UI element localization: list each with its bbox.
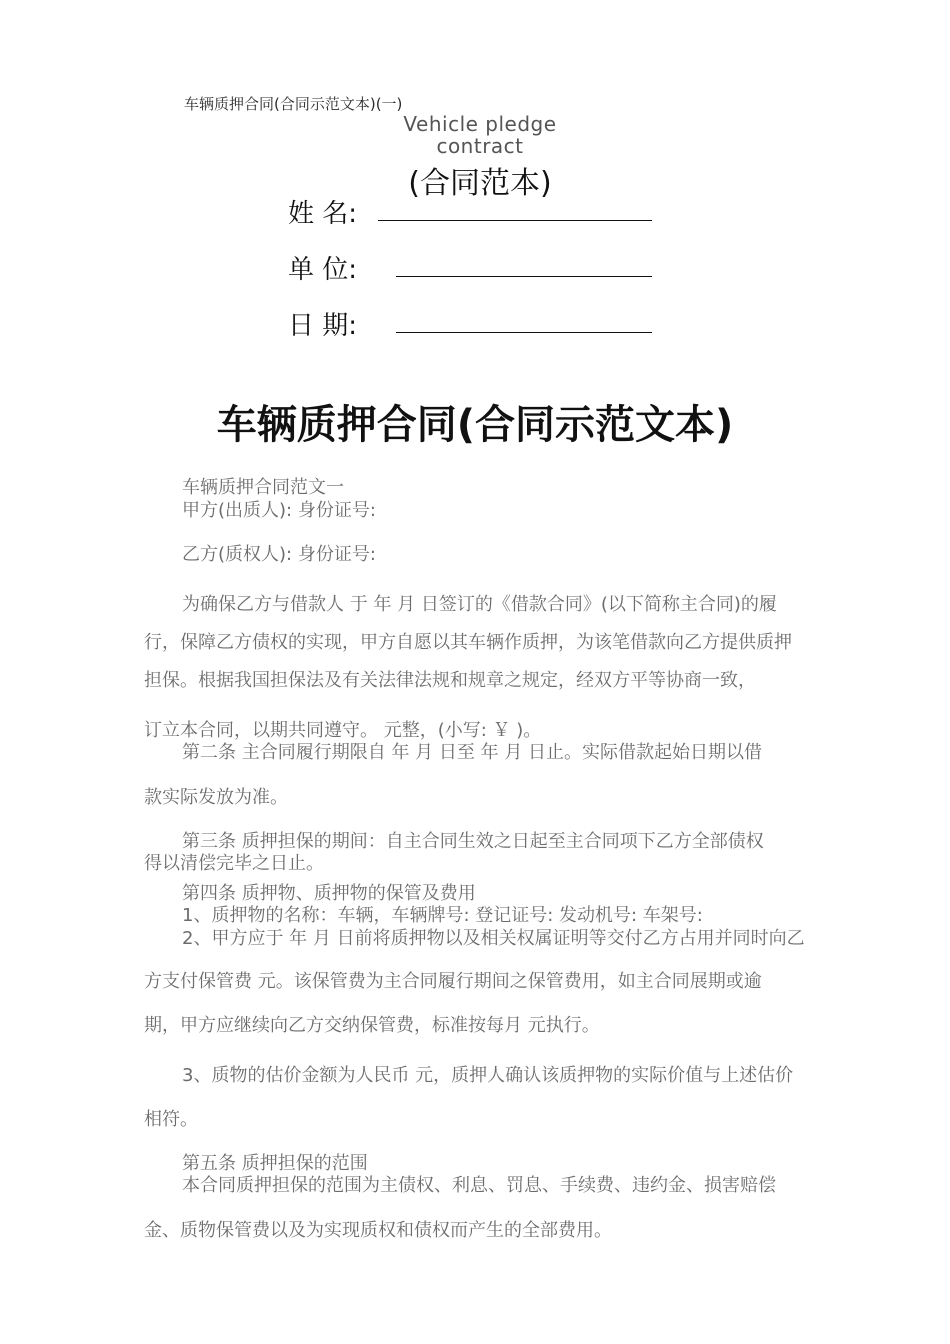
name-field-line[interactable] bbox=[378, 220, 652, 221]
body-line: 得以清偿完毕之日止。 bbox=[144, 853, 324, 874]
main-title: 车辆质押合同(合同示范文本) bbox=[216, 402, 734, 448]
body-line: 第五条 质押担保的范围 bbox=[182, 1153, 368, 1174]
date-label: 日 期: bbox=[288, 311, 358, 341]
body-line: 第三条 质押担保的期间：自主合同生效之日起至主合同项下乙方全部债权 bbox=[182, 831, 764, 852]
body-line: 相符。 bbox=[144, 1109, 198, 1130]
body-line: 金、质物保管费以及为实现质权和债权而产生的全部费用。 bbox=[144, 1220, 612, 1241]
body-line: 1、质押物的名称：车辆，车辆牌号: 登记证号: 发动机号: 车架号: bbox=[182, 905, 703, 926]
unit-field-line[interactable] bbox=[396, 276, 652, 277]
body-line: 3、质物的估价金额为人民币 元，质押人确认该质押物的实际价值与上述估价 bbox=[182, 1065, 794, 1086]
body-line: 乙方(质权人): 身份证号: bbox=[182, 544, 376, 565]
date-field-line[interactable] bbox=[396, 332, 652, 333]
english-title-line1: Vehicle pledge bbox=[403, 112, 557, 136]
unit-label: 单 位: bbox=[288, 255, 358, 285]
body-line: 担保。根据我国担保法及有关法律法规和规章之规定，经双方平等协商一致， bbox=[144, 670, 756, 691]
body-line: 2、甲方应于 年 月 日前将质押物以及相关权属证明等交付乙方占用并同时向乙 bbox=[182, 928, 805, 949]
body-line: 甲方(出质人): 身份证号: bbox=[182, 500, 376, 521]
english-title-line2: contract bbox=[436, 134, 524, 158]
name-label: 姓 名: bbox=[288, 199, 358, 229]
body-line: 方支付保管费 元。该保管费为主合同履行期间之保管费用，如主合同展期或逾 bbox=[144, 971, 762, 992]
body-line: 第四条 质押物、质押物的保管及费用 bbox=[182, 883, 476, 904]
body-line: 行，保障乙方债权的实现，甲方自愿以其车辆作质押，为该笔借款向乙方提供质押 bbox=[144, 632, 792, 653]
cover-subtitle: (合同范本) bbox=[408, 166, 552, 201]
page-header: 车辆质押合同(合同示范文本)(一) bbox=[184, 95, 403, 113]
body-line: 期，甲方应继续向乙方交纳保管费，标准按每月 元执行。 bbox=[144, 1015, 600, 1036]
body-line: 车辆质押合同范文一 bbox=[182, 477, 344, 498]
body-line: 本合同质押担保的范围为主债权、利息、罚息、手续费、违约金、损害赔偿 bbox=[182, 1175, 776, 1196]
body-line: 订立本合同，以期共同遵守。 元整，(小写: ￥ )。 bbox=[144, 720, 542, 741]
body-line: 款实际发放为准。 bbox=[144, 787, 288, 808]
body-line: 第二条 主合同履行期限自 年 月 日至 年 月 日止。实际借款起始日期以借 bbox=[182, 742, 763, 763]
body-line: 为确保乙方与借款人 于 年 月 日签订的《借款合同》(以下简称主合同)的履 bbox=[182, 594, 777, 615]
